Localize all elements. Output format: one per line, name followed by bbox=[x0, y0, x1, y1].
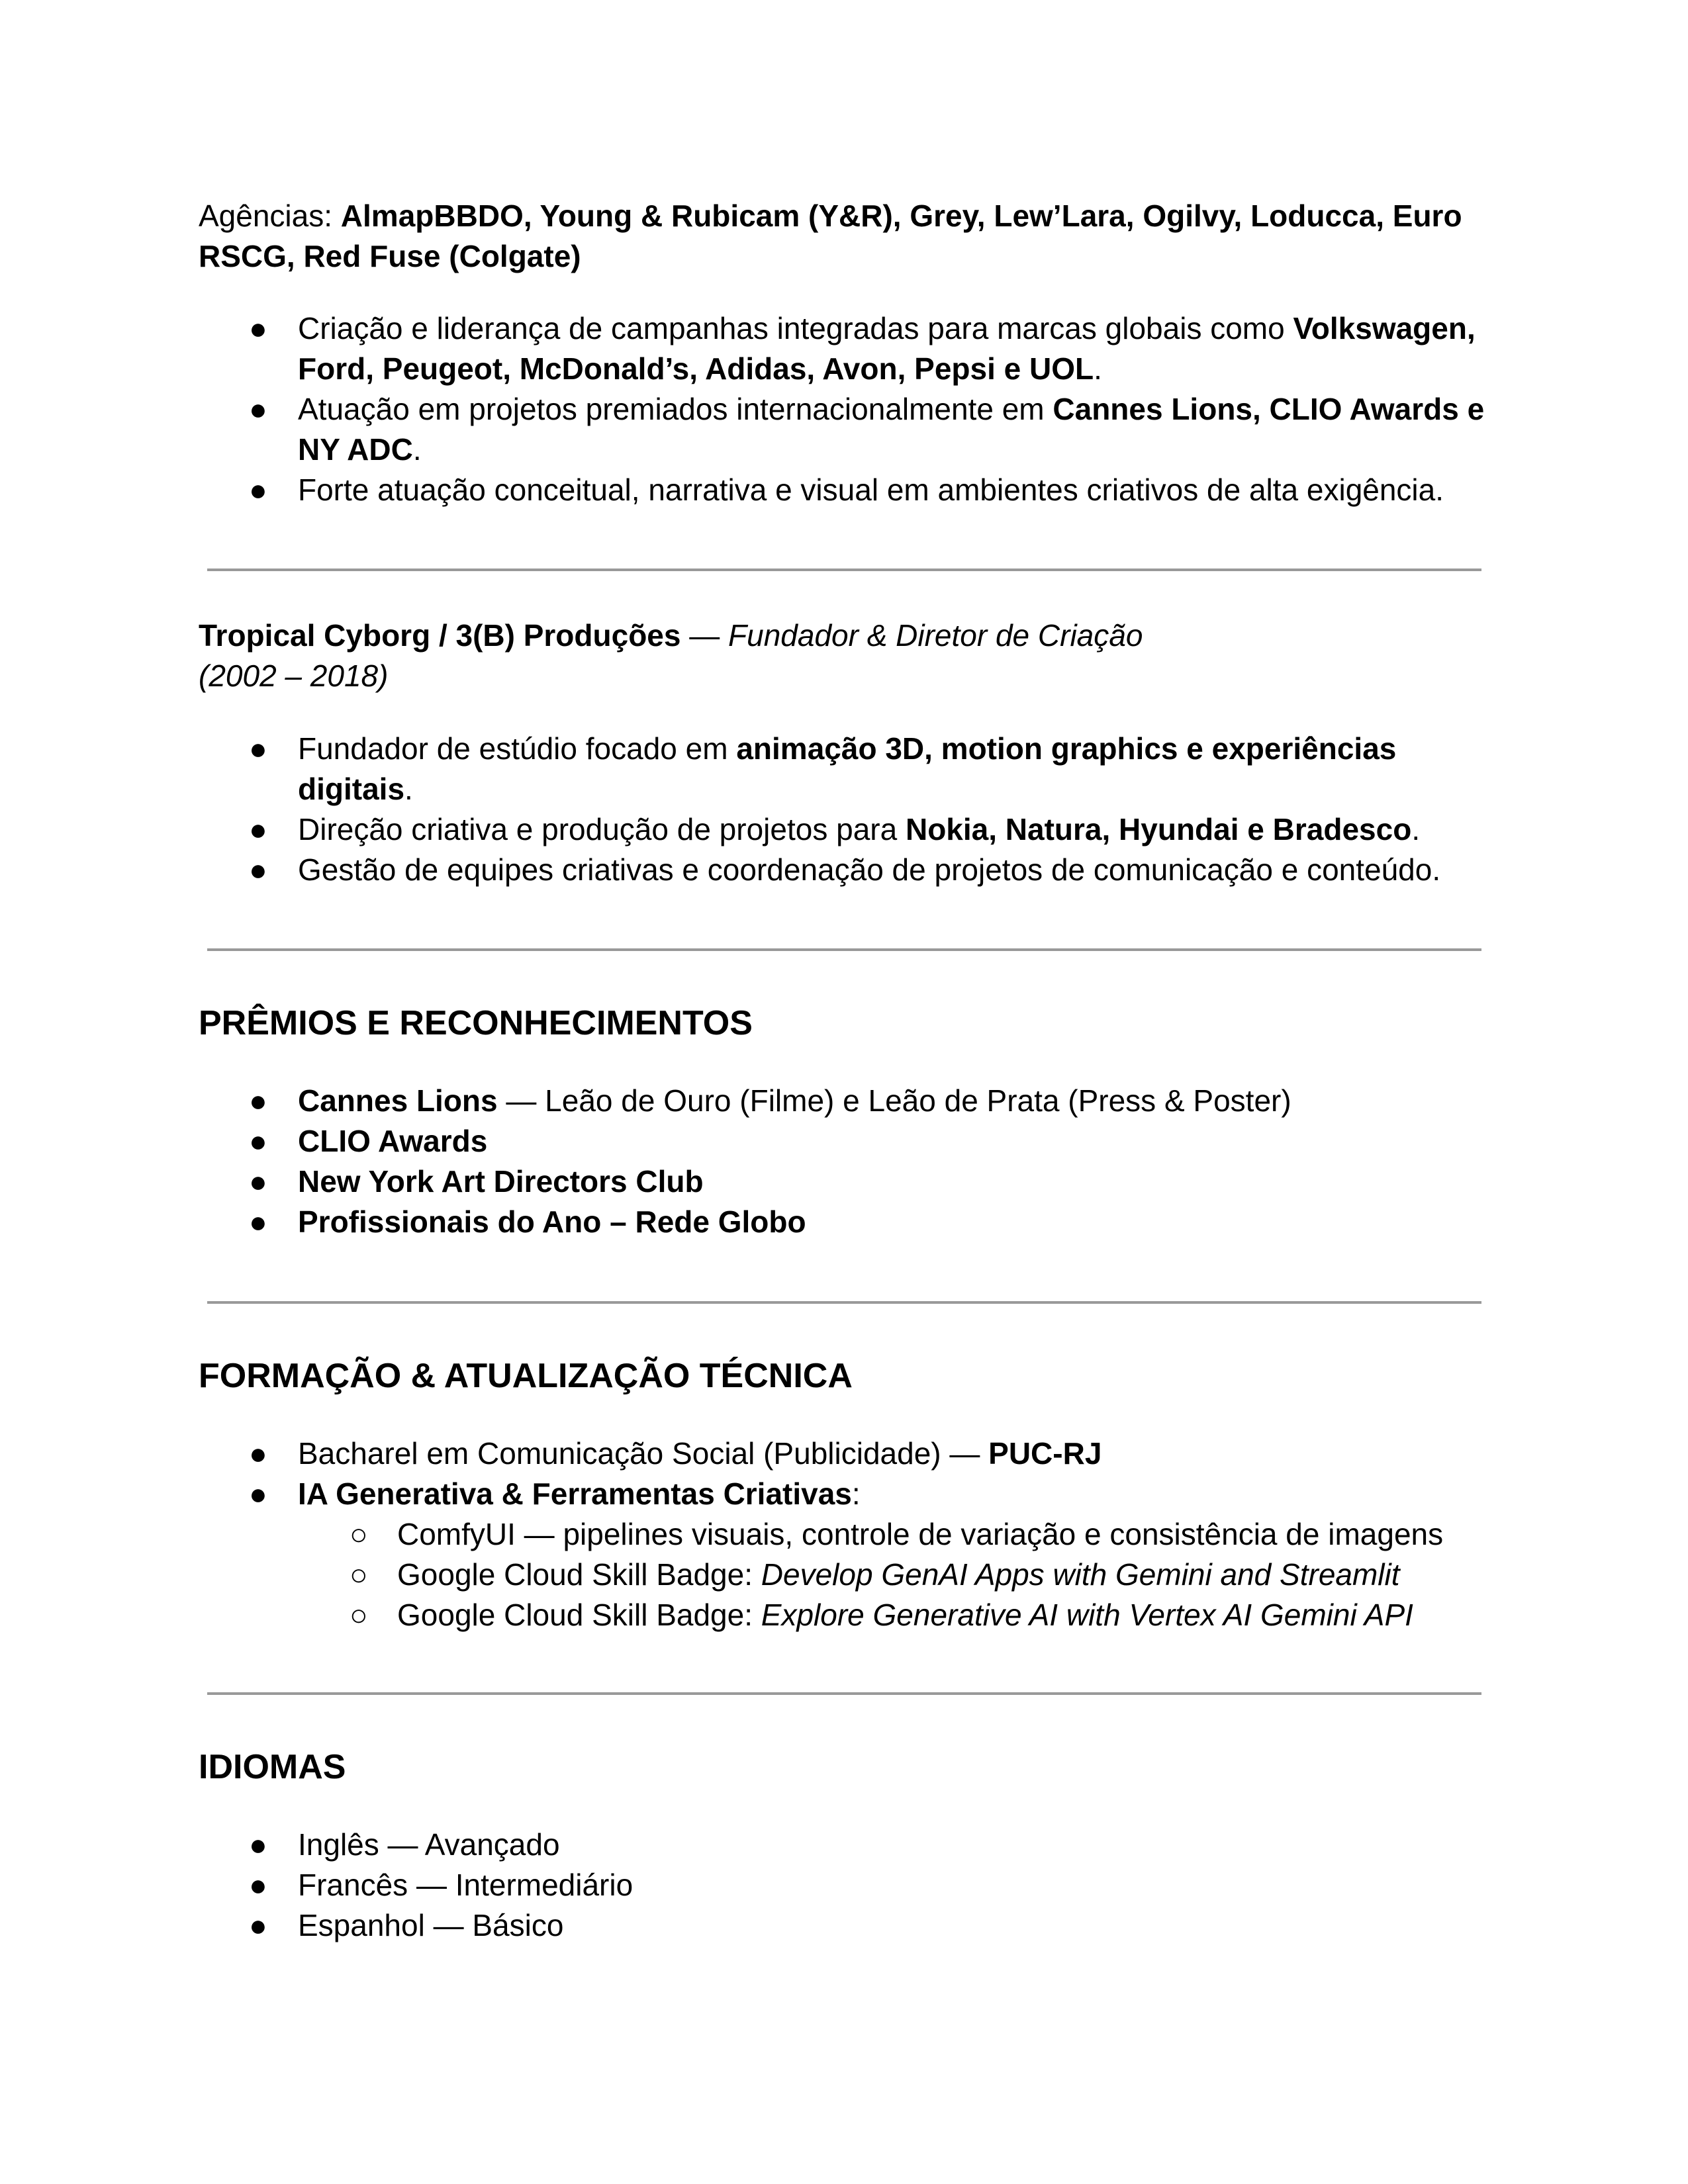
bullet-icon: ● bbox=[249, 812, 267, 846]
sub-list-item: ○ Google Cloud Skill Badge: Explore Generative AI with Vertex AI Gemini API bbox=[199, 1595, 1489, 1635]
sub-bullet-icon: ○ bbox=[350, 1517, 368, 1551]
company-name: Tropical Cyborg / 3(B) Produções bbox=[199, 618, 681, 653]
agencies-label: Agências: bbox=[199, 199, 341, 233]
tropical-bullets bbox=[199, 729, 1489, 890]
list-item: ● Direção criativa e produção de projetos para Nokia, Natura, Hyundai e Bradesco. bbox=[199, 809, 1489, 850]
ia-sublist bbox=[298, 1514, 1489, 1635]
education-heading: FORMAÇÃO & ATUALIZAÇÃO TÉCNICA bbox=[199, 1357, 853, 1395]
list-item: ● Forte atuação conceitual, narrativa e visual em ambientes criativos de alta exigência. bbox=[199, 470, 1489, 510]
agencies-bullets bbox=[199, 308, 1489, 510]
list-item: ● CLIO Awards bbox=[199, 1121, 1489, 1161]
sub-list-item: ○ ComfyUI — pipelines visuais, controle de variação e consistência de imagens bbox=[199, 1514, 1489, 1555]
bullet-icon: ● bbox=[249, 852, 267, 887]
bullet-icon: ● bbox=[249, 1083, 267, 1118]
list-item: ● Criação e liderança de campanhas integradas para marcas globais como Volkswagen, Ford, Peugeot, McDonald’s, Adidas, Avon, Pepsi e UOL. bbox=[199, 308, 1489, 389]
languages-heading: IDIOMAS bbox=[199, 1748, 346, 1786]
job-title-line: Tropical Cyborg / 3(B) Produções — Fundador & Diretor de Criação bbox=[199, 618, 1143, 653]
list-item: ● Gestão de equipes criativas e coordenação de projetos de comunicação e conteúdo. bbox=[199, 850, 1489, 890]
bullet-icon: ● bbox=[249, 1164, 267, 1199]
agencies-list: AlmapBBDO, Young & Rubicam (Y&R), Grey, Lew’Lara, Ogilvy, Loducca, Euro RSCG, Red Fuse (Colgate) bbox=[199, 199, 1462, 273]
bullet-icon: ● bbox=[249, 1868, 267, 1902]
section-divider bbox=[207, 1301, 1481, 1304]
bullet-icon: ● bbox=[249, 311, 267, 345]
agencies-line bbox=[199, 196, 1489, 277]
bullet-icon: ● bbox=[249, 1205, 267, 1239]
list-item: ● New York Art Directors Club bbox=[199, 1161, 1489, 1202]
bullet-icon: ● bbox=[249, 1436, 267, 1471]
list-item: ● Profissionais do Ano – Rede Globo bbox=[199, 1202, 1489, 1242]
languages-list bbox=[199, 1825, 1489, 1946]
section-divider bbox=[207, 1692, 1481, 1695]
list-item: ● Cannes Lions — Leão de Ouro (Filme) e Leão de Prata (Press & Poster) bbox=[199, 1081, 1489, 1121]
bullet-icon: ● bbox=[249, 392, 267, 426]
list-item: ● Inglês — Avançado bbox=[199, 1825, 1489, 1865]
list-item: ● Bacharel em Comunicação Social (Publicidade) — PUC-RJ bbox=[199, 1433, 1489, 1474]
job-period: (2002 – 2018) bbox=[199, 659, 389, 693]
section-divider bbox=[207, 948, 1481, 951]
list-item: ● Atuação em projetos premiados internacionalmente em Cannes Lions, CLIO Awards e NY ADC. bbox=[199, 389, 1489, 470]
bullet-icon: ● bbox=[249, 1477, 267, 1511]
bullet-icon: ● bbox=[249, 731, 267, 766]
education-list bbox=[199, 1433, 1489, 1635]
bullet-icon: ● bbox=[249, 1124, 267, 1158]
list-item: ● Espanhol — Básico bbox=[199, 1905, 1489, 1946]
sub-list-item: ○ Google Cloud Skill Badge: Develop GenAI Apps with Gemini and Streamlit bbox=[199, 1555, 1489, 1595]
bullet-icon: ● bbox=[249, 1908, 267, 1942]
sub-bullet-icon: ○ bbox=[350, 1557, 368, 1592]
awards-list bbox=[199, 1081, 1489, 1242]
awards-heading: PRÊMIOS E RECONHECIMENTOS bbox=[199, 1004, 753, 1042]
section-divider bbox=[207, 569, 1481, 571]
list-item: ● IA Generativa & Ferramentas Criativas: ○ ComfyUI — pipelines visuais, controle de variação e consistência de imagens ○ Google Cloud Skill Badge: Develop GenAI Apps with Gemini and Streamlit ○ Google Cloud Skill Badge: Explore Generative AI with Vertex AI Gemini API bbox=[199, 1474, 1489, 1635]
sub-bullet-icon: ○ bbox=[350, 1598, 368, 1632]
job-role: Fundador & Diretor de Criação bbox=[728, 618, 1143, 653]
list-item: ● Francês — Intermediário bbox=[199, 1865, 1489, 1905]
bullet-icon: ● bbox=[249, 1827, 267, 1862]
bullet-icon: ● bbox=[249, 473, 267, 507]
list-item: ● Fundador de estúdio focado em animação 3D, motion graphics e experiências digitais. bbox=[199, 729, 1489, 809]
